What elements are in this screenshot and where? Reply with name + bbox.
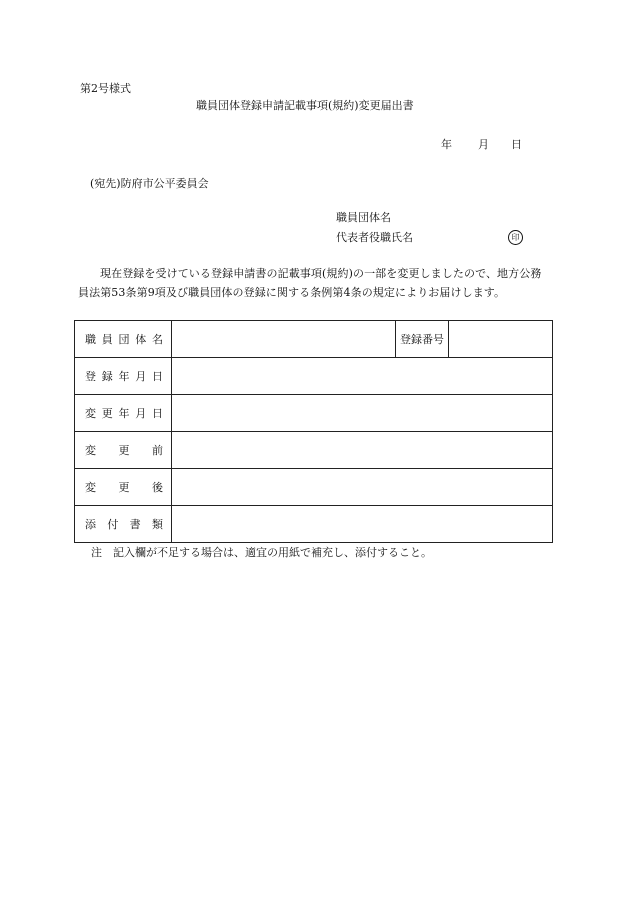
label-char: 類 (151, 518, 163, 531)
attachments-label-cell (75, 506, 172, 543)
table-row-reg-date (75, 358, 553, 395)
label-char: 更 (118, 481, 130, 494)
applicant-org-label: 職員団体名 (336, 211, 391, 224)
reg-date-field[interactable] (172, 358, 553, 395)
date-day-label: 日 (511, 138, 522, 151)
document-title: 職員団体登録申請記載事項(規約)変更届出書 (196, 99, 414, 112)
reg-date-label (75, 368, 171, 384)
label-char: 変 (85, 481, 96, 494)
after-change-label-cell (75, 469, 172, 506)
applicant-rep-label: 代表者役職氏名 (336, 231, 413, 244)
label-char: 変 (85, 407, 96, 420)
date-month-label: 月 (478, 138, 489, 151)
table-row-before-change (75, 432, 553, 469)
body-text: 現在登録を受けている登録申請書の記載事項(規約)の一部を変更しましたので、地方公務員法第53条第9項及び職員団体の登録に関する条例第4条の規定によりお届けします。 (78, 267, 542, 299)
label-char: 月 (135, 407, 147, 420)
label-char: 書 (129, 518, 141, 531)
change-date-label-cell (75, 395, 172, 432)
label-char: 団 (118, 333, 130, 346)
label-char: 員 (101, 333, 113, 346)
org-name-label-cell (75, 321, 172, 358)
label-char: 年 (118, 370, 130, 383)
before-change-label (75, 442, 171, 458)
reg-number-field[interactable] (449, 321, 553, 358)
attachments-field[interactable] (172, 506, 553, 543)
after-change-field[interactable] (172, 469, 553, 506)
footnote: 注 記入欄が不足する場合は、適宜の用紙で補充し、添付すること。 (91, 546, 432, 559)
form-number: 第2号様式 (80, 82, 131, 95)
before-change-field[interactable] (172, 432, 553, 469)
date-year-label: 年 (441, 138, 452, 151)
form-table (74, 320, 553, 543)
before-change-label-cell (75, 432, 172, 469)
reg-date-label-cell (75, 358, 172, 395)
label-char: 添 (85, 518, 96, 531)
label-char: 日 (152, 370, 163, 383)
change-date-label (75, 405, 171, 421)
label-char: 登 (85, 370, 96, 383)
label-char: 職 (85, 333, 96, 346)
change-date-field[interactable] (172, 395, 553, 432)
label-char: 月 (135, 370, 147, 383)
after-change-label (75, 479, 171, 495)
seal-mark: 印 (508, 230, 523, 245)
label-char: 前 (152, 444, 163, 457)
table-row-after-change (75, 469, 553, 506)
label-char: 体 (135, 333, 147, 346)
label-char: 日 (152, 407, 163, 420)
reg-number-label: 登録番号 (396, 321, 449, 358)
org-name-label (75, 331, 171, 347)
addressee: (宛先)防府市公平委員会 (90, 177, 209, 190)
org-name-field[interactable] (172, 321, 396, 358)
label-char: 後 (152, 481, 163, 494)
label-char: 更 (118, 444, 130, 457)
table-row-attachments (75, 506, 553, 543)
table-row-org (75, 321, 553, 358)
label-char: 付 (107, 518, 119, 531)
label-char: 年 (118, 407, 130, 420)
label-char: 名 (152, 333, 163, 346)
attachments-label (75, 516, 171, 532)
table-row-change-date (75, 395, 553, 432)
label-char: 更 (101, 407, 113, 420)
label-char: 録 (101, 370, 113, 383)
label-char: 変 (85, 444, 96, 457)
